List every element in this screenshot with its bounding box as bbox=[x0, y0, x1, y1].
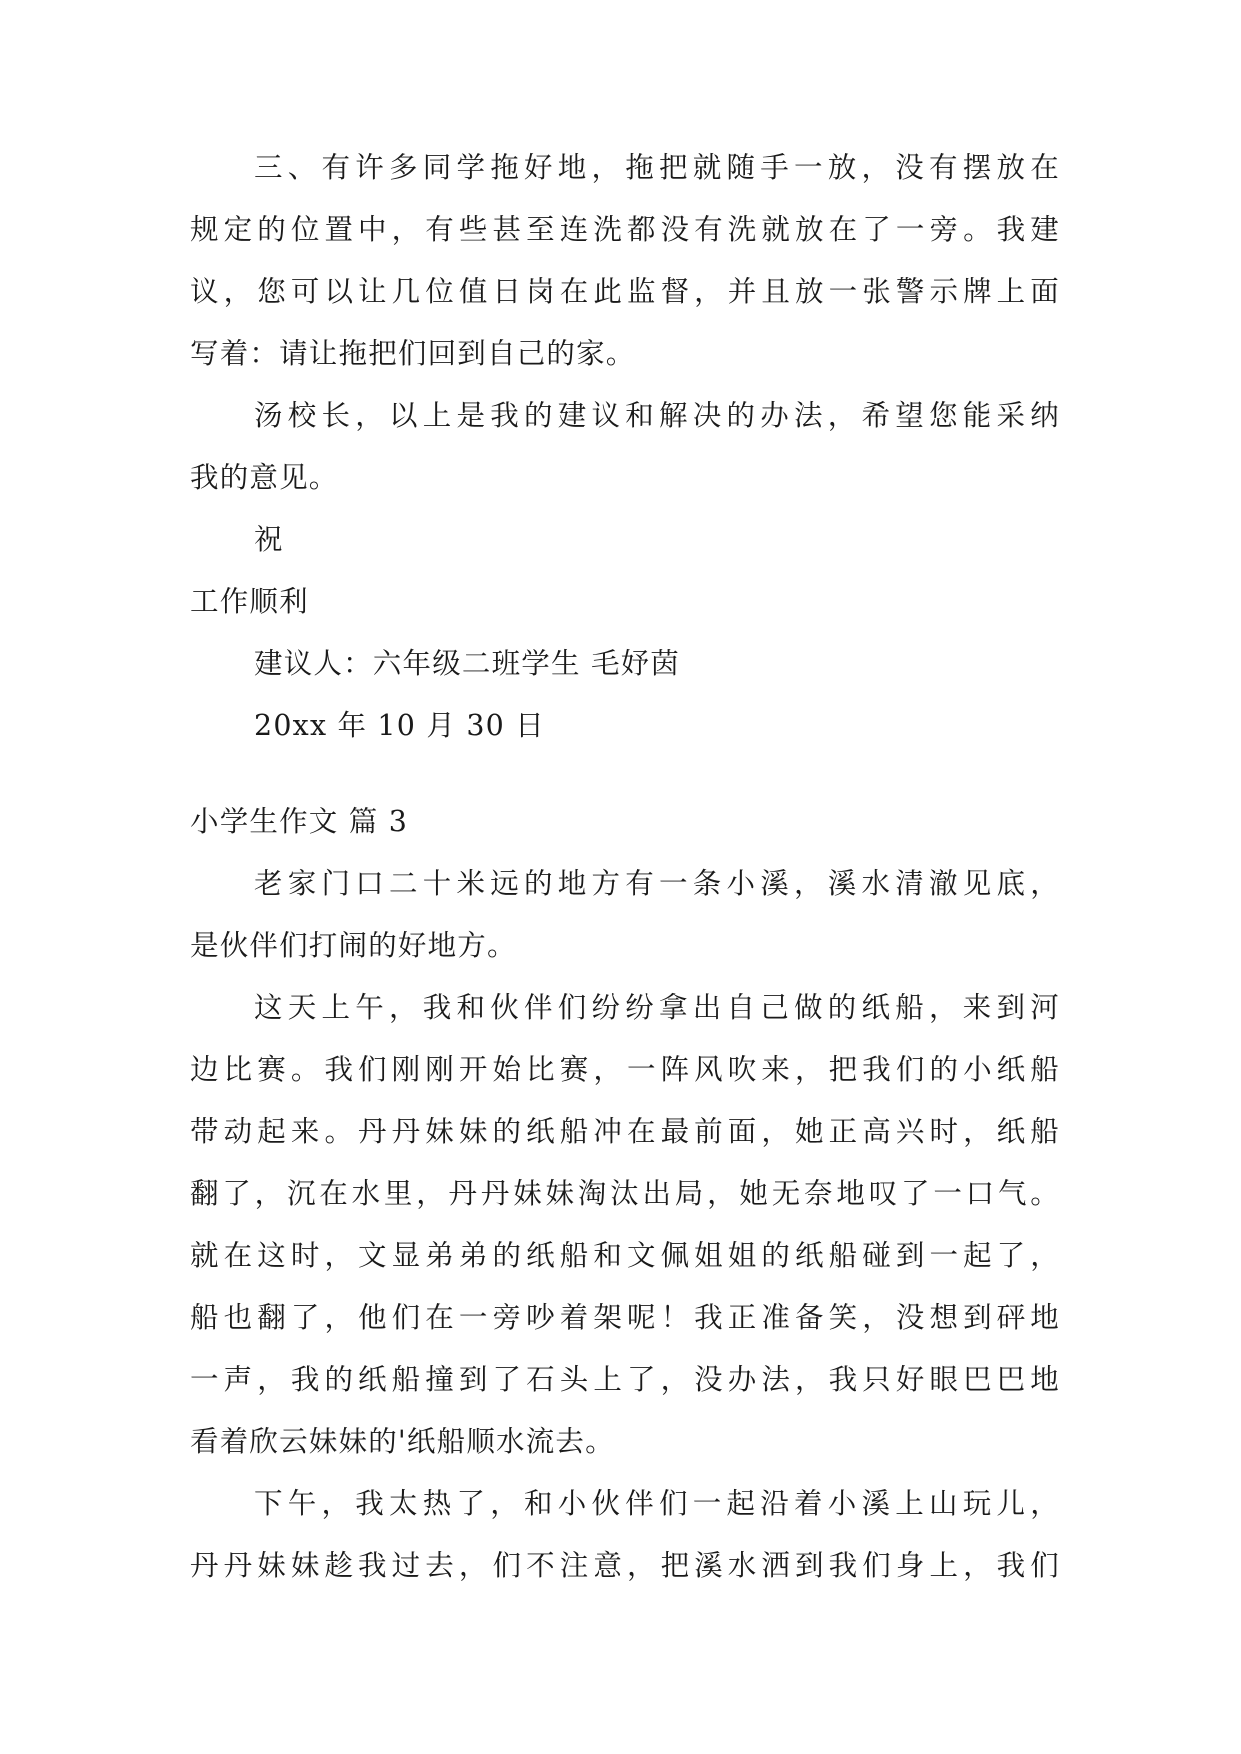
essay-paragraph-2 bbox=[190, 977, 1060, 1473]
paragraph-line: 议，您可以让几位值日岗在此监督，并且放一张警示牌上面 bbox=[190, 275, 1060, 308]
closing-zhu: 祝 bbox=[254, 523, 284, 556]
signature: 建议人：六年级二班学生 毛妤茵 bbox=[254, 647, 681, 680]
paragraph-line: 一声，我的纸船撞到了石头上了，没办法，我只好眼巴巴地 bbox=[190, 1363, 1060, 1396]
paragraph-line: 就在这时，文显弟弟的纸船和文佩姐姐的纸船碰到一起了， bbox=[190, 1239, 1060, 1272]
paragraph-line: 规定的位置中，有些甚至连洗都没有洗就放在了一旁。我建 bbox=[190, 213, 1060, 246]
paragraph-line: 船也翻了，他们在一旁吵着架呢！我正准备笑，没想到砰地 bbox=[190, 1301, 1060, 1334]
letter-closing-paragraph bbox=[190, 385, 1060, 509]
paragraph-line: 这天上午，我和伙伴们纷纷拿出自己做的纸船，来到河 bbox=[254, 991, 1060, 1024]
paragraph-line: 老家门口二十米远的地方有一条小溪，溪水清澈见底， bbox=[254, 867, 1060, 900]
letter-date: 20xx 年 10 月 30 日 bbox=[254, 709, 545, 742]
paragraph-line: 下午，我太热了，和小伙伴们一起沿着小溪上山玩儿， bbox=[254, 1487, 1060, 1520]
paragraph-line: 边比赛。我们刚刚开始比赛，一阵风吹来，把我们的小纸船 bbox=[190, 1053, 1060, 1086]
essay-paragraph-3 bbox=[190, 1473, 1060, 1597]
paragraph-line: 三、有许多同学拖好地，拖把就随手一放，没有摆放在 bbox=[254, 151, 1060, 184]
letter-salutation-block bbox=[190, 509, 1060, 757]
essay-heading bbox=[190, 791, 1060, 853]
paragraph-line: 我的意见。 bbox=[190, 461, 339, 494]
paragraph-line: 带动起来。丹丹妹妹的纸船冲在最前面，她正高兴时，纸船 bbox=[190, 1115, 1060, 1148]
essay-paragraph-1 bbox=[190, 853, 1060, 977]
closing-wish: 工作顺利 bbox=[190, 585, 309, 618]
paragraph-line: 看着欣云妹妹的'纸船顺水流去。 bbox=[190, 1425, 615, 1458]
paragraph-line: 丹丹妹妹趁我过去，们不注意，把溪水洒到我们身上，我们 bbox=[190, 1549, 1060, 1582]
section-heading: 小学生作文 篇 3 bbox=[190, 805, 409, 838]
paragraph-line: 是伙伴们打闹的好地方。 bbox=[190, 929, 517, 962]
paragraph-line: 翻了，沉在水里，丹丹妹妹淘汰出局，她无奈地叹了一口气。 bbox=[190, 1177, 1060, 1210]
paragraph-line: 汤校长，以上是我的建议和解决的办法，希望您能采纳 bbox=[254, 399, 1060, 432]
paragraph-line: 写着：请让拖把们回到自己的家。 bbox=[190, 337, 636, 370]
letter-paragraph-3 bbox=[190, 137, 1060, 385]
